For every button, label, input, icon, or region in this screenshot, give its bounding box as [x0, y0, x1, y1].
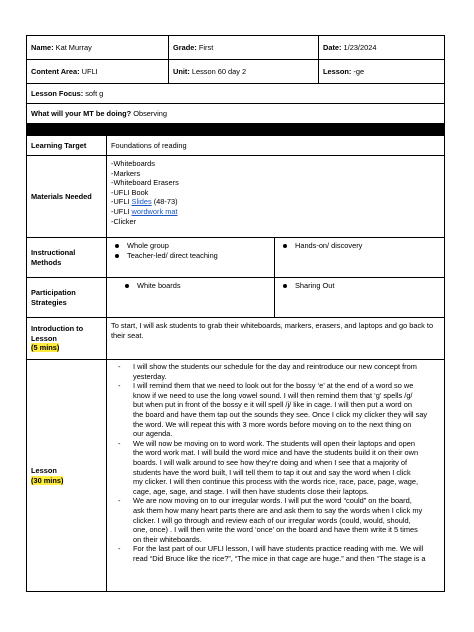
materials-cell	[107, 156, 445, 238]
intro-label-cell	[27, 318, 107, 360]
participation-label: Participation Strategies	[27, 278, 107, 318]
content-area-cell	[27, 60, 169, 84]
date-cell	[319, 36, 445, 60]
materials-item: -Whiteboard Erasers	[111, 178, 179, 188]
content-area-value: UFLI	[81, 66, 98, 76]
intro-text: To start, I will ask students to grab their whiteboards, markers, erasers, and laptops and go back to their seat.	[107, 318, 445, 360]
materials-item-mat: -UFLI wordwork mat	[111, 206, 178, 216]
methods-left-cell	[107, 238, 275, 278]
list-item: Whole group	[111, 241, 270, 251]
lesson-label: Lesson	[31, 465, 57, 475]
lesson-label: Lesson:	[323, 66, 352, 76]
bullet-icon	[125, 284, 129, 288]
bullet-icon	[115, 244, 119, 248]
slides-link[interactable]: Slides	[131, 197, 152, 207]
grade-label: Grade:	[173, 42, 197, 52]
lesson-value: -ge	[353, 66, 365, 76]
mt-cell	[27, 104, 445, 124]
unit-cell	[169, 60, 319, 84]
name-label: Name:	[31, 42, 54, 52]
divider-bar	[27, 124, 445, 135]
unit-label: Unit:	[173, 66, 190, 76]
grade-cell	[169, 36, 319, 60]
list-item: - We will now be moving on to word work. The students will open their laptops and open the word work mat. I will build the word mice and have the students build it on their own boards. I will walk around to see how they’re doing and when I see that a majority of students have the word built, I will tell them to tap it out and say the word when I click my clicker. I will then continue this process with the words rice, race, pace, page, wage, cage, age, sage, and stage. I will then have students close their laptops.	[111, 439, 440, 497]
methods-right-cell	[275, 238, 445, 278]
lesson-cell	[319, 60, 445, 84]
materials-item: -Clicker	[111, 216, 137, 226]
learning-target-value: Foundations of reading	[107, 136, 445, 156]
name-value: Kat Murray	[55, 42, 92, 52]
grade-value: First	[198, 42, 214, 52]
name-cell	[27, 36, 169, 60]
materials-item: -Whiteboards	[111, 159, 155, 168]
lesson-steps	[111, 362, 440, 563]
methods-label: Instructional Methods	[27, 238, 107, 278]
list-item: Hands-on/ discovery	[279, 241, 440, 251]
unit-value: Lesson 60 day 2	[191, 66, 247, 76]
mt-label: What will your MT be doing?	[31, 108, 132, 118]
list-item: - I will remind them that we need to look out for the bossy ‘e’ at the end of a word so we know if we need to use the long vowel sound. I will then remind them that ‘g’ spells /g/ but when put in front of the bossy e it will spell /j/ like in cage. I will then put a word on the board and have them tap out the sounds they see. Once I click my clicker they will say the word. We will repeat this with 3 more words before moving on to the next thing on our agenda.	[111, 381, 440, 439]
header-table	[26, 35, 445, 135]
list-item: White boards	[111, 281, 270, 291]
intro-time: (5 mins)	[31, 343, 60, 353]
plan-table	[26, 135, 445, 592]
date-value: 1/23/2024	[343, 42, 377, 52]
lesson-plan	[26, 35, 444, 592]
list-item: - I will show the students our schedule for the day and reintroduce our new concept from yesterday.	[111, 362, 440, 381]
participation-left-cell	[107, 278, 275, 318]
materials-item: -Markers	[111, 168, 141, 178]
participation-right-cell	[275, 278, 445, 318]
content-area-label: Content Area:	[31, 66, 80, 76]
lesson-time: (30 mins)	[31, 475, 64, 485]
lesson-focus-value: soft g	[85, 88, 104, 98]
wordwork-mat-link[interactable]: wordwork mat	[131, 206, 178, 216]
list-item: Sharing Out	[279, 281, 440, 291]
learning-target-label: Learning Target	[27, 136, 107, 156]
lesson-focus-cell	[27, 84, 445, 104]
materials-label: Materials Needed	[27, 156, 107, 238]
lesson-focus-label: Lesson Focus:	[31, 88, 84, 98]
lesson-label-cell	[27, 360, 107, 592]
bullet-icon	[115, 254, 119, 258]
mt-value: Observing	[133, 108, 167, 118]
list-item: - We are now moving on to our irregular words. I will put the word “could” on the board, ask them how many heart parts there are and ask them to say the words when I click my clicker. I will go through and review each of our irregular words (could, would, should, one, once) . I will then write the word ‘once’ on the board and have them write it 5 times on their whiteboards.	[111, 496, 440, 544]
list-item: - For the last part of our UFLI lesson, I will have students practice reading with me. We will read “Did Bruce like the rice?”, “The mice in that cage are huge.” and then “The stage is a	[111, 544, 440, 563]
bullet-icon	[283, 244, 287, 248]
list-item: Teacher-led/ direct teaching	[111, 251, 270, 261]
lesson-body	[107, 360, 445, 592]
materials-item: -UFLI Book	[111, 187, 149, 197]
date-label: Date:	[323, 42, 342, 52]
materials-item-slides: -UFLI Slides (48-73)	[111, 197, 178, 207]
intro-label: Introduction to Lesson	[31, 324, 84, 343]
bullet-icon	[283, 284, 287, 288]
